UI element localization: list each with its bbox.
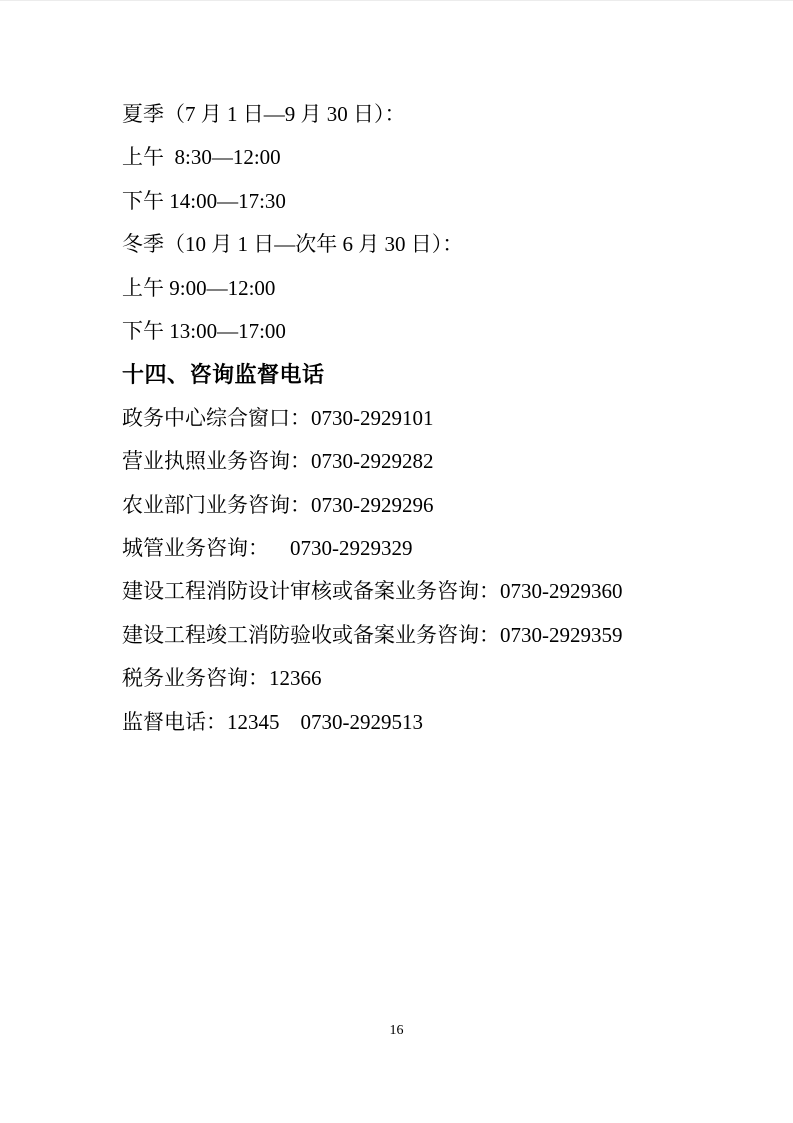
contact-label: 农业部门业务咨询： — [122, 492, 311, 517]
contact-phone: 12345 0730-2929513 — [227, 709, 423, 734]
contact-label: 建设工程竣工消防验收或备案业务咨询： — [122, 622, 500, 647]
section-heading: 十四、咨询监督电话 — [122, 362, 325, 388]
document-content — [122, 93, 772, 744]
contact-label: 城管业务咨询： — [122, 536, 290, 561]
contact-phone: 12366 — [269, 666, 322, 691]
contact-phone: 0730-2929296 — [311, 492, 434, 517]
contact-line-urban-management — [122, 527, 772, 570]
contact-label: 政务中心综合窗口： — [122, 405, 311, 430]
contact-line-business-license — [122, 440, 772, 483]
contact-phone: 0730-2929360 — [500, 579, 623, 604]
contact-phone: 0730-2929282 — [311, 449, 434, 474]
summer-afternoon-hours: 下午 14:00—17:30 — [122, 188, 286, 213]
contact-line-government-center — [122, 397, 772, 440]
contact-phone: 0730-2929329 — [290, 536, 413, 561]
contact-label: 建设工程消防设计审核或备案业务咨询： — [122, 579, 500, 604]
summer-schedule-header: 夏季（7 月 1 日—9 月 30 日）： — [122, 102, 406, 126]
contact-phone: 0730-2929359 — [500, 622, 623, 647]
winter-morning-hours: 上午 9:00—12:00 — [122, 275, 276, 300]
contact-label: 监督电话： — [122, 709, 227, 734]
summer-morning-hours: 上午 8:30—12:00 — [122, 145, 281, 170]
contact-line-fire-design-review — [122, 570, 772, 613]
page-number: 16 — [389, 1023, 404, 1038]
contact-label: 税务业务咨询： — [122, 666, 269, 691]
contact-line-fire-acceptance — [122, 614, 772, 657]
contact-line-tax — [122, 657, 772, 700]
winter-afternoon-hours: 下午 13:00—17:00 — [122, 319, 286, 344]
winter-schedule-header: 冬季（10 月 1 日—次年 6 月 30 日）： — [122, 232, 464, 257]
contact-line-agriculture — [122, 484, 772, 527]
contact-phone: 0730-2929101 — [311, 405, 434, 430]
contact-line-supervision — [122, 701, 772, 744]
contact-label: 营业执照业务咨询： — [122, 449, 311, 474]
